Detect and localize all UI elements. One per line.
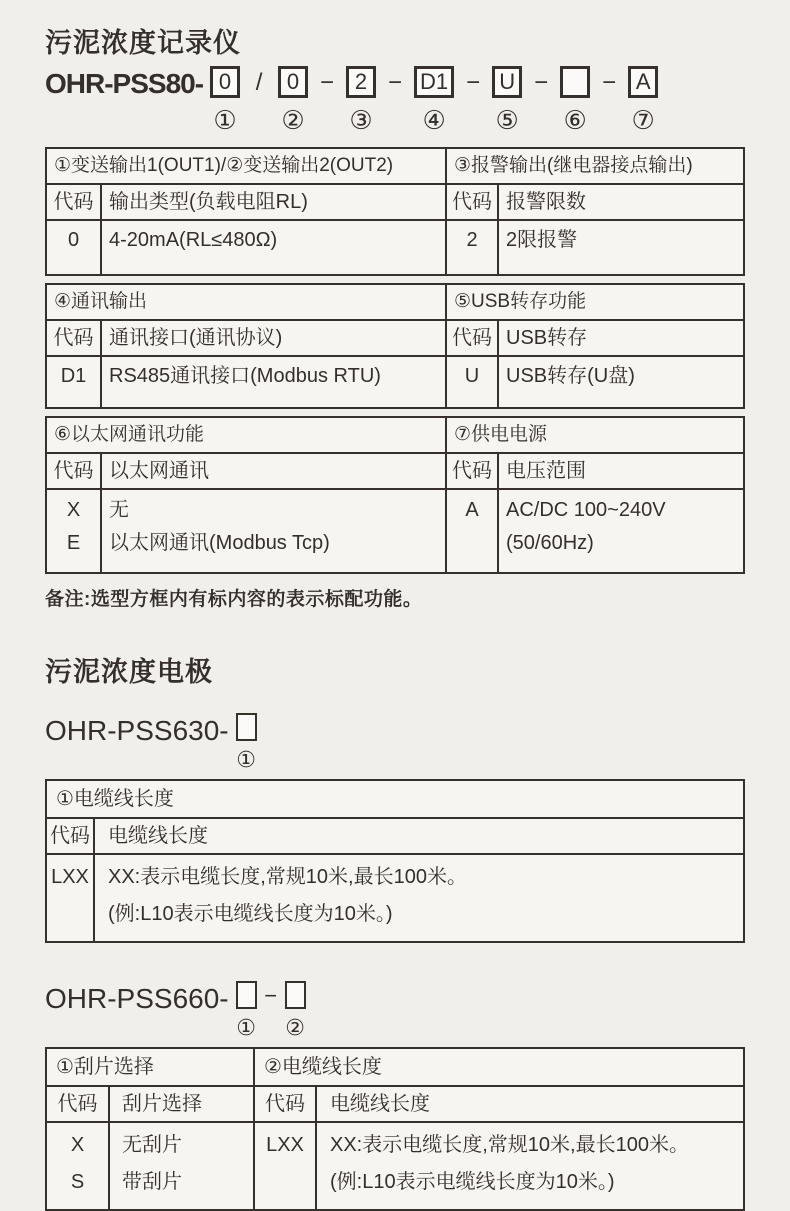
electrode-section-title: 污泥浓度电极 — [45, 657, 213, 687]
model-box-1 — [236, 981, 257, 1009]
model-box-4: D1 — [414, 66, 454, 98]
desc-cell: 2限报警 — [506, 229, 578, 251]
code-cell: LXX — [255, 1123, 317, 1209]
model-prefix: OHR-PSS80- — [45, 68, 204, 99]
section-header: ①电缆线长度 — [47, 781, 743, 819]
desc-column-header: USB转存 — [499, 321, 743, 357]
section-header: ⑤USB转存功能 — [447, 285, 743, 321]
model-separator: − — [602, 69, 617, 96]
section-header: ①变送输出1(OUT1)/②变送输出2(OUT2) — [47, 149, 447, 185]
standard-config-note: 备注:选型方框内有标内容的表示标配功能。 — [45, 589, 423, 610]
code-cell: X E — [47, 490, 102, 572]
model-slot-2 — [278, 66, 308, 133]
model-slot-1 — [236, 713, 257, 771]
slot-number-5: ⑤ — [495, 105, 519, 135]
desc-cell: AC/DC 100~240V (50/60Hz) — [506, 499, 666, 554]
recorder-section-title: 污泥浓度记录仪 — [45, 28, 241, 58]
pss630-model-code — [45, 713, 745, 771]
section-header: ③报警输出(继电器接点输出) — [447, 149, 743, 185]
code-column-header: 代码 — [47, 321, 102, 357]
model-box-7: A — [628, 66, 658, 98]
model-slot-1 — [236, 981, 257, 1039]
model-box-5: U — [492, 66, 522, 98]
code-cell: X S — [47, 1123, 110, 1209]
model-box-1 — [236, 713, 257, 741]
recorder-spec-tables — [45, 147, 745, 574]
slot-number-3: ③ — [349, 105, 373, 135]
model-slot-2 — [285, 981, 306, 1039]
code-column-header: 代码 — [447, 321, 499, 357]
code-column-header: 代码 — [47, 185, 102, 221]
desc-cell: XX:表示电缆长度,常规10米,最长100米。 (例:L10表示电缆线长度为10米。) — [330, 1134, 689, 1193]
model-box-2 — [285, 981, 306, 1009]
model-box-1: 0 — [210, 66, 240, 98]
model-box-6 — [560, 66, 590, 98]
model-separator: − — [466, 69, 481, 96]
code-cell: A — [447, 490, 499, 572]
model-separator: − — [534, 69, 549, 96]
code-cell: D1 — [47, 357, 102, 407]
slot-number-7: ⑦ — [631, 105, 655, 135]
section-header: ④通讯输出 — [47, 285, 447, 321]
desc-column-header: 输出类型(负载电阻RL) — [102, 185, 447, 221]
model-separator: − — [264, 983, 278, 1008]
slot-number-6: ⑥ — [563, 105, 587, 135]
desc-column-header: 刮片选择 — [110, 1087, 255, 1123]
code-column-header: 代码 — [447, 185, 499, 221]
slot-number-1: ① — [236, 1015, 256, 1040]
code-column-header: 代码 — [47, 819, 95, 855]
spec-table-comm-usb — [45, 283, 745, 409]
model-slot-6 — [560, 66, 590, 133]
model-box-2: 0 — [278, 66, 308, 98]
section-header: ⑥以太网通讯功能 — [47, 418, 447, 454]
desc-cell: USB转存(U盘) — [506, 365, 635, 387]
desc-cell: XX:表示电缆长度,常规10米,最长100米。 (例:L10表示电缆线长度为10米。) — [108, 866, 467, 925]
code-column-header: 代码 — [255, 1087, 317, 1123]
code-cell: U — [447, 357, 499, 407]
desc-column-header: 电压范围 — [499, 454, 743, 490]
desc-column-header: 以太网通讯 — [102, 454, 447, 490]
desc-column-header: 报警限数 — [499, 185, 743, 221]
model-slot-1 — [210, 66, 240, 133]
scraper-cable-table — [45, 1047, 745, 1211]
model-slot-7 — [628, 66, 658, 133]
desc-column-header: 通讯接口(通讯协议) — [102, 321, 447, 357]
code-cell: 2 — [447, 221, 499, 274]
code-column-header: 代码 — [47, 454, 102, 490]
desc-cell: 无 以太网通讯(Modbus Tcp) — [102, 490, 447, 572]
section-header: ①刮片选择 — [47, 1049, 255, 1087]
recorder-model-code — [45, 66, 745, 133]
desc-column-header: 电缆线长度 — [317, 1087, 743, 1123]
model-prefix: OHR-PSS630- — [45, 715, 229, 746]
model-prefix: OHR-PSS660- — [45, 983, 229, 1014]
slot-number-1: ① — [213, 105, 237, 135]
desc-column-header: 电缆线长度 — [95, 819, 743, 855]
section-header: ⑦供电电源 — [447, 418, 743, 454]
desc-cell: RS485通讯接口(Modbus RTU) — [102, 357, 447, 407]
slot-number-2: ② — [281, 105, 305, 135]
code-column-header: 代码 — [47, 1087, 110, 1123]
desc-cell: 无刮片 带刮片 — [110, 1123, 255, 1209]
slot-number-1: ① — [236, 747, 256, 772]
section-header: ②电缆线长度 — [255, 1049, 743, 1087]
slot-number-2: ② — [285, 1015, 305, 1040]
code-cell: LXX — [47, 855, 95, 941]
code-cell: 0 — [47, 221, 102, 274]
pss660-model-code — [45, 981, 745, 1039]
spec-table-ethernet-power — [45, 416, 745, 574]
model-slot-3 — [346, 66, 376, 133]
code-column-header: 代码 — [447, 454, 499, 490]
model-separator: − — [320, 69, 335, 96]
model-box-3: 2 — [346, 66, 376, 98]
spec-table-output-alarm — [45, 147, 745, 276]
model-separator: − — [388, 69, 403, 96]
slot-number-4: ④ — [422, 105, 446, 135]
cable-length-table — [45, 779, 745, 943]
desc-cell: 4-20mA(RL≤480Ω) — [102, 221, 447, 274]
model-slot-4 — [414, 66, 454, 133]
model-separator: / — [255, 69, 263, 96]
model-slot-5 — [492, 66, 522, 133]
